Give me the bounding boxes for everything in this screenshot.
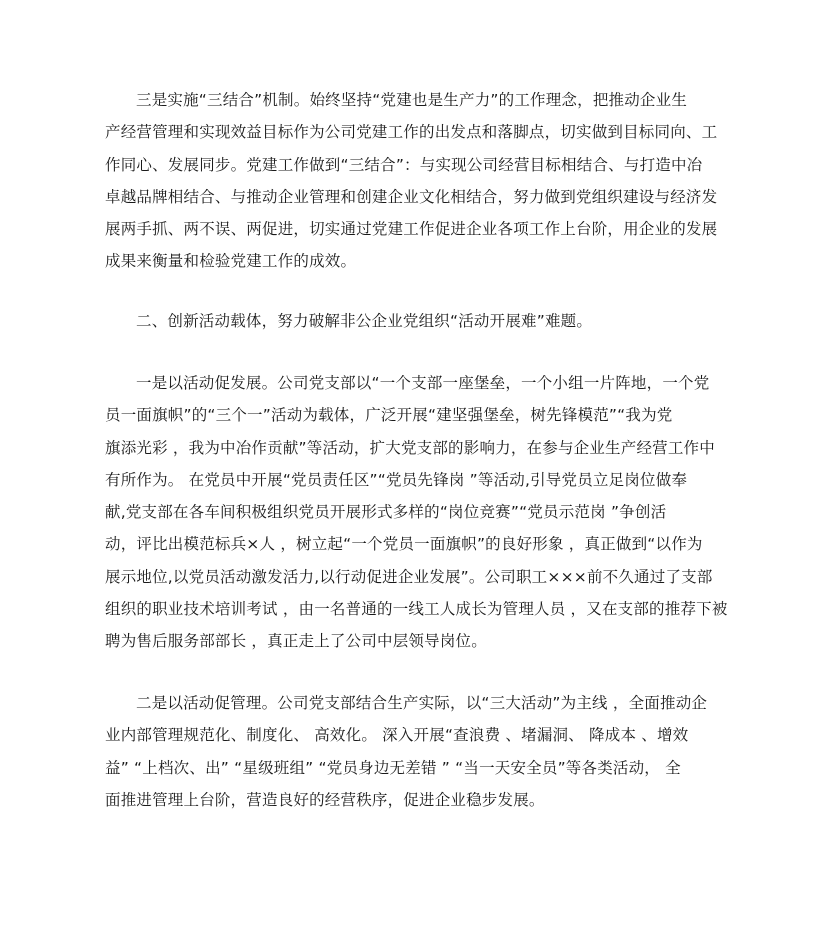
paragraph-line: 动，评比出模范标兵×人 ，树立起“一个党员一面旗帜”的良好形象 ，真正做到“以作为 <box>105 535 703 554</box>
paragraph-line: 员一面旗帜”的“三个一”活动为载体，广泛开展“建坚强堡垒，树先锋模范”“我为党 <box>105 406 673 425</box>
paragraph-line: 展示地位,以党员活动激发活力,以行动促进企业发展”。公司职工×××前不久通过了支部 <box>105 567 713 586</box>
paragraph-three-combinations <box>105 84 725 278</box>
paragraph-line: 二是以活动促管理。公司党支部结合生产实际，以“三大活动”为主线 ，全面推动企 <box>136 694 708 712</box>
paragraph-line: 一是以活动促发展。公司党支部以“一个支部一座堡垒，一个小组一片阵地，一个党 <box>136 374 710 392</box>
paragraph-line: 有所作为。 在党员中开展“党员责任区”“党员先锋岗 ”等活动,引导党员立足岗位做奉 <box>105 470 688 489</box>
paragraph-line: 三是实施“三结合”机制。始终坚持“党建也是生产力”的工作理念，把推动企业生 <box>136 91 688 109</box>
paragraph-line: 卓越品牌相结合、与推动企业管理和创建企业文化相结合，努力做到党组织建设与经济发 <box>105 187 718 206</box>
paragraph-line: 益” “上档次、出” “星级班组” “党员身边无差错 ” “当一天安全员”等各类活动， 全 <box>105 758 681 777</box>
paragraph-line: 展两手抓、两不误、两促进，切实通过党建工作促进企业各项工作上台阶，用企业的发展 <box>105 220 718 239</box>
section-heading-activity-carriers <box>105 305 725 337</box>
paragraph-line: 聘为售后服务部部长 ，真正走上了公司中层领导岗位。 <box>105 632 487 651</box>
paragraph-activity-management <box>105 687 725 816</box>
paragraph-activity-development <box>105 367 728 658</box>
paragraph-line: 旗添光彩 ，我为中冶作贡献”等活动，扩大党支部的影响力，在参与企业生产经营工作中 <box>105 438 715 457</box>
paragraph-line: 组织的职业技术培训考试 ，由一名普通的一线工人成长为管理人员 ，又在支部的推荐下被 <box>105 600 728 619</box>
paragraph-line: 产经营管理和实现效益目标作为公司党建工作的出发点和落脚点，切实做到目标同向、工 <box>105 123 718 142</box>
heading-line: 二、创新活动载体，努力破解非公企业党组织“活动开展难”难题。 <box>136 312 593 330</box>
paragraph-line: 成果来衡量和检验党建工作的成效。 <box>105 252 357 271</box>
paragraph-line: 作同心、发展同步。党建工作做到“三结合”：与实现公司经营目标相结合、与打造中冶 <box>105 155 703 174</box>
paragraph-line: 献,党支部在各车间积极组织党员开展形式多样的“岗位竞赛”“党员示范岗 ”争创活 <box>105 503 667 522</box>
paragraph-line: 面推进管理上台阶，营造良好的经营秩序，促进企业稳步发展。 <box>105 790 545 809</box>
paragraph-line: 业内部管理规范化、制度化、 高效化。 深入开展“查浪费 、堵漏洞、 降成本 、增效 <box>105 726 689 745</box>
